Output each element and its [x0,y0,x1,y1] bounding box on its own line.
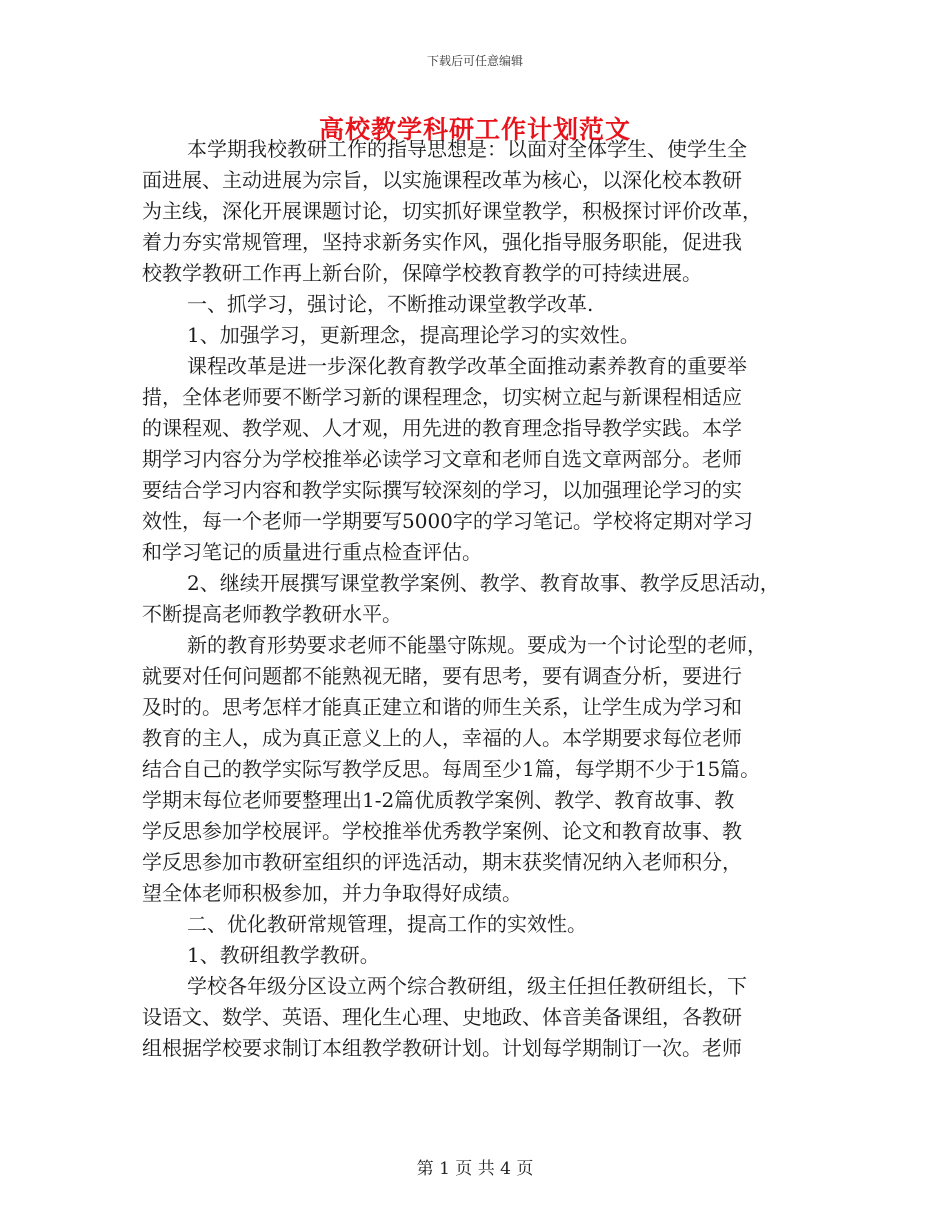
text-line: 要结合学习内容和教学实际撰写较深刻的学习，以加强理论学习的实 [142,478,742,502]
document-body [142,134,814,1064]
text-line: 新的教育形势要求老师不能墨守陈规。要成为一个讨论型的老师， [187,633,767,657]
text-line: 期学习内容分为学校推举必读学习文章和老师自选文章两部分。老师 [142,447,742,471]
text-line: 学校各年级分区设立两个综合教研组，级主任担任教研组长，下 [187,974,747,998]
text-line: 不断提高老师教学教研水平。 [142,602,402,626]
text-line: 就要对任何问题都不能熟视无睹，要有思考，要有调查分析，要进行 [142,664,742,688]
text-line: 望全体老师积极参加，并力争取得好成绩。 [142,881,522,905]
text-line: 为主线，深化开展课题讨论，切实抓好课堂教学，积极探讨评价改革， [142,199,762,223]
text-line: 1、加强学习，更新理念，提高理论学习的实效性。 [187,323,640,347]
text-line: 措，全体老师要不断学习新的课程理念，切实树立起与新课程相适应 [142,385,742,409]
text-line: 教育的主人，成为真正意义上的人，幸福的人。本学期要求每位老师 [142,726,742,750]
text-line: 及时的。思考怎样才能真正建立和谐的师生关系，让学生成为学习和 [142,695,742,719]
text-line: 课程改革是进一步深化教育教学改革全面推动素养教育的重要举 [187,354,747,378]
text-line: 学反思参加学校展评。学校推举优秀教学案例、论文和教育故事、教 [142,819,742,843]
text-line: 结合自己的教学实际写教学反思。每周至少1篇，每学期不少于15篇。 [142,757,761,781]
page-header: 下载后可任意编辑 [426,54,523,68]
page-footer: 第 1 页 共 4 页 [416,1159,534,1179]
text-line: 一、抓学习，强讨论，不断推动课堂教学改革. [187,292,594,316]
text-line: 和学习笔记的质量进行重点检查评估。 [142,540,482,564]
text-line: 学期末每位老师要整理出1-2篇优质教学案例、教学、教育故事、教 [142,788,735,812]
text-line: 设语文、数学、英语、理化生心理、史地政、体音美备课组，各教研 [142,1005,742,1029]
text-line: 的课程观、教学观、人才观，用先进的教育理念指导教学实践。本学 [142,416,742,440]
text-line: 1、教研组教学教研。 [187,943,380,967]
text-line: 校教学教研工作再上新台阶，保障学校教育教学的可持续进展。 [142,261,702,285]
text-line: 着力夯实常规管理，坚持求新务实作风，强化指导服务职能，促进我 [142,230,742,254]
document-title: 高校教学科研工作计划范文 [318,115,631,144]
text-line: 本学期我校教研工作的指导思想是：以面对全体学生、使学生全 [187,137,747,161]
text-line: 面进展、主动进展为宗旨，以实施课程改革为核心，以深化校本教研 [142,168,742,192]
text-line: 二、优化教研常规管理，提高工作的实效性。 [187,912,587,936]
text-line: 学反思参加市教研室组织的评选活动，期末获奖情况纳入老师积分， [142,850,742,874]
text-line: 组根据学校要求制订本组教学教研计划。计划每学期制订一次。老师 [142,1036,742,1060]
text-line: 效性，每一个老师一学期要写5000字的学习笔记。学校将定期对学习 [142,509,753,533]
text-line: 2、继续开展撰写课堂教学案例、教学、教育故事、教学反思活动， [187,571,780,595]
